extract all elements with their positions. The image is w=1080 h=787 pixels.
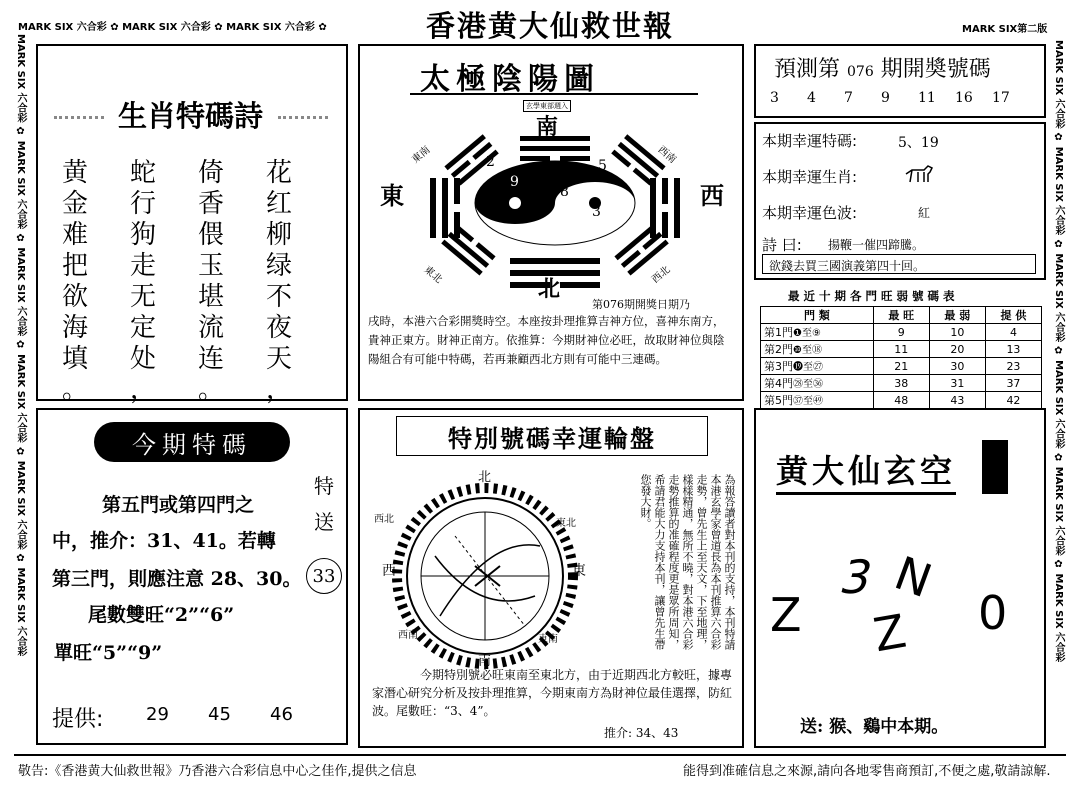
horse-icon	[904, 164, 934, 186]
special-send-number-text: 33	[312, 565, 336, 587]
poem-char: ，	[129, 375, 156, 405]
prediction-title-b: 期開奬號碼	[880, 57, 991, 82]
xuankong-letter-3: N	[887, 545, 939, 609]
poem-panel	[36, 44, 348, 405]
wheel-panel	[358, 408, 744, 748]
poem-char: 。	[61, 375, 88, 405]
table-row	[761, 375, 1042, 392]
poem-column-2	[128, 158, 158, 406]
door-cell	[761, 375, 874, 392]
wheel-east: 東	[572, 563, 586, 579]
wheel-side-text: 為報答讀者對本刊的支持，本刊特請本港玄學家曾道長為本刊推算六合彩走勢，曾先生上至天文，下至地理，樣樣精通，無所不曉，對本港六合彩走勢推算的准確程度更是眾所周知，希請君能大力支持本刊，讓曾先生帶您發大財。	[639, 474, 736, 650]
prediction-number: 4	[807, 90, 816, 106]
taiji-num-f: 3	[592, 204, 601, 220]
poem-column-4	[264, 158, 294, 406]
xuankong-panel	[754, 408, 1046, 748]
table-row	[761, 392, 1042, 409]
ten-period-table	[760, 306, 1042, 409]
special-line4: 尾數雙旺“2”“6”	[88, 604, 235, 626]
poem-char: ，	[265, 375, 292, 405]
right-brand-strip: MARK SIX 六合彩 ✿ MARK SIX 六合彩 ✿ MARK SIX 六合彩 ✿ MARK SIX 六合彩 ✿ MARK SIX 六合彩 ✿ MARK SIX 六合彩	[1053, 40, 1064, 663]
poem-char: 黄	[61, 158, 88, 188]
table-cell-offer: 23	[985, 358, 1041, 375]
table-cell-min: 10	[929, 324, 985, 341]
door-label: 第2門	[764, 343, 793, 356]
wheel-southeast: 東南	[538, 634, 558, 645]
poem-char: 定	[129, 313, 156, 343]
poem-char: 走	[129, 251, 156, 281]
xuankong-letter-2: 3	[834, 550, 879, 604]
special-send-label: 特送	[314, 474, 334, 534]
lucky-color-value: 紅	[918, 206, 931, 220]
wheel-north: 北	[478, 470, 492, 485]
prediction-panel	[754, 44, 1046, 118]
trigram-sw	[441, 224, 495, 275]
poem-char: 无	[129, 282, 156, 312]
door-cell	[761, 392, 874, 409]
special-line2: 中，推介：31、41。若轉	[52, 530, 276, 552]
poem-char: 。	[197, 375, 224, 405]
poem-char: 花	[265, 158, 292, 188]
table-cell-min: 31	[929, 375, 985, 392]
xuankong-letter-1: Z	[770, 588, 802, 642]
door-label: 第4門	[764, 377, 793, 390]
poem-char: 蛇	[129, 158, 156, 188]
taiji-top-label: 玄學東部週入	[523, 100, 571, 112]
poem-char: 红	[265, 189, 292, 219]
table-cell-max: 48	[873, 392, 929, 409]
table-cell-min: 30	[929, 358, 985, 375]
top-right-brand-strip: MARK SIX第二版	[962, 24, 1048, 34]
table-header-row	[761, 307, 1042, 324]
table-header-cell: 最 旺	[873, 307, 929, 324]
xuankong-send: 送: 猴、鷄中本期。	[800, 717, 949, 737]
wheel-northwest: 西北	[374, 514, 394, 525]
xuankong-letter-5: 0	[978, 586, 1008, 640]
yin-yang-icon	[475, 161, 635, 245]
lucky-zodiac-label: 本期幸運生肖:	[762, 168, 858, 186]
prediction-title	[774, 52, 991, 83]
poem-char: 海	[61, 313, 88, 343]
footer-right: 能得到准確信息之來源,請向各地零售商預訂,不便之處,敬請諒解.	[683, 764, 1051, 779]
xuankong-title: 黄大仙玄空	[776, 446, 956, 495]
taiji-paragraph: 戌時，本港六合彩開獎時空。本座按卦理推算吉神方位，喜神东南方，貴神正東方。財神正南方。依推算：今期財神位必旺，故取財神位與陰陽組合有可能中特碼，若再兼顧西北方則有可能中三連碼。	[368, 314, 725, 366]
poem-deco-right	[278, 96, 328, 119]
door-range: ❿至⑱	[793, 345, 822, 356]
special-line5: 單旺“5”“9”	[54, 642, 163, 664]
xuankong-black-block	[982, 440, 1008, 494]
provide-number: 29	[146, 704, 169, 725]
table-cell-max: 9	[873, 324, 929, 341]
taiji-num-c: 9	[510, 174, 519, 190]
prediction-title-a: 預測第	[774, 57, 841, 82]
lucky-poem-line2: 欲錢去買三國演義第四十回。	[769, 259, 926, 273]
taiji-west: 西	[700, 181, 724, 210]
door-label: 第3門	[764, 360, 793, 373]
lucky-special-value: 5、19	[898, 135, 939, 151]
masthead-title: 香港黄大仙救世報	[425, 9, 674, 43]
poem-char: 难	[61, 220, 88, 250]
poem-char: 堪	[197, 282, 224, 312]
wheel-southwest: 西南	[398, 630, 418, 641]
poem-column-1	[60, 158, 90, 406]
table-cell-max: 21	[873, 358, 929, 375]
taiji-label-ne: 東北	[421, 264, 444, 286]
special-send-number	[306, 558, 342, 594]
lucky-poem-label: 詩 曰:	[762, 236, 802, 254]
special-title-pill	[94, 422, 290, 462]
special-title: 今期特碼	[132, 430, 252, 459]
poem-char: 把	[61, 251, 88, 281]
poem-column-3	[196, 158, 226, 406]
table-header-cell: 提 供	[985, 307, 1041, 324]
prediction-number: 9	[881, 90, 890, 106]
prediction-number: 3	[770, 90, 779, 106]
special-line1: 第五門或第四門之	[102, 494, 255, 516]
table-cell-offer: 13	[985, 341, 1041, 358]
door-range: ❶至⑨	[793, 328, 821, 339]
poem-char: 填	[61, 344, 88, 374]
poem-char: 柳	[265, 220, 292, 250]
taiji-num-e: 6	[484, 202, 493, 218]
poem-char: 行	[129, 189, 156, 219]
table-cell-offer: 37	[985, 375, 1041, 392]
table-row	[761, 358, 1042, 375]
prediction-number: 11	[918, 90, 936, 106]
poem-title: 生肖特碼詩	[118, 99, 264, 133]
wheel-south: 南	[478, 654, 492, 669]
table-cell-min: 43	[929, 392, 985, 409]
special-panel	[36, 408, 348, 745]
wheel-title: 特別號碼幸運輪盤	[448, 423, 656, 453]
prediction-number: 17	[992, 90, 1010, 106]
top-brand-strip: MARK SIX 六合彩 ✿ MARK SIX 六合彩 ✿ MARK SIX 六合彩 ✿	[18, 22, 327, 32]
footer-left: 敬告:《香港黄大仙救世報》乃香港六合彩信息中心之佳作,提供之信息	[18, 764, 417, 779]
prediction-number: 7	[844, 90, 853, 106]
ten-period-panel	[760, 286, 1044, 407]
table-header-cell: 最 弱	[929, 307, 985, 324]
lucky-panel	[754, 122, 1046, 280]
poem-char: 香	[197, 189, 224, 219]
special-line3: 第三門，則應注意 28、30。	[52, 568, 302, 590]
door-label: 第1門	[764, 326, 793, 339]
ten-period-title: 最 近 十 期 各 門 旺 弱 號 碼 表	[788, 289, 955, 303]
taiji-issue-line: 第076期開獎日期乃	[592, 298, 690, 311]
provide-number: 46	[270, 704, 293, 725]
poem-char: 狗	[129, 220, 156, 250]
lucky-color-label: 本期幸運色波:	[762, 204, 858, 222]
taiji-north: 北	[538, 276, 561, 302]
wheel-diagram	[380, 476, 590, 676]
poem-char: 玉	[197, 251, 224, 281]
taiji-title: 太極陰陽圖	[420, 62, 600, 97]
prediction-number: 16	[955, 90, 973, 106]
left-brand-strip: MARK SIX 六合彩 ✿ MARK SIX 六合彩 ✿ MARK SIX 六合彩 ✿ MARK SIX 六合彩 ✿ MARK SIX 六合彩 ✿ MARK SIX 六合彩	[15, 34, 26, 657]
prediction-issue: 076	[847, 64, 874, 80]
taiji-num-b: 5	[598, 158, 607, 174]
wheel-paragraph: 今期特別號必旺東南至東北方，由于近期西北方較旺，據專家潛心研究分析及按卦理推算，今期東南方為財神位最佳選擇，防紅波。尾數旺：“3、4”。	[372, 668, 733, 718]
table-header-cell: 門 類	[761, 307, 874, 324]
poem-char: 流	[197, 313, 224, 343]
taiji-east: 東	[380, 181, 404, 210]
footer-rule	[14, 754, 1066, 756]
taiji-label-nw: 西北	[650, 264, 673, 286]
table-cell-offer: 42	[985, 392, 1041, 409]
table-row	[761, 341, 1042, 358]
taiji-label-sw: 西南	[655, 144, 678, 166]
taiji-title-rule	[410, 93, 698, 95]
lucky-poem-line2-box	[762, 254, 1036, 274]
poem-char: 连	[197, 344, 224, 374]
door-range: ㉘至㊱	[793, 379, 823, 390]
poem-char: 绿	[265, 251, 292, 281]
table-cell-offer: 4	[985, 324, 1041, 341]
wheel-west: 西	[382, 563, 396, 579]
lucky-poem-line1: 揚鞭一催四蹄騰。	[828, 238, 925, 252]
taiji-south: 南	[536, 114, 559, 140]
wheel-title-box	[396, 416, 708, 456]
special-provide-label: 提供:	[52, 707, 104, 732]
door-label: 第5門	[764, 394, 793, 407]
poem-deco-left	[54, 96, 104, 119]
poem-char: 金	[61, 189, 88, 219]
door-range: ⓳至㉗	[793, 362, 823, 373]
wheel-recommend: 推介: 34、43	[604, 726, 679, 740]
lucky-special-label: 本期幸運特碼:	[762, 132, 858, 150]
poem-char: 倚	[197, 158, 224, 188]
taiji-panel	[358, 44, 744, 401]
table-cell-max: 38	[873, 375, 929, 392]
door-range: ㊲至㊾	[793, 396, 823, 407]
poem-char: 偎	[197, 220, 224, 250]
door-cell	[761, 341, 874, 358]
xuankong-letter-4: Z	[869, 603, 910, 663]
poem-char: 不	[265, 282, 292, 312]
wheel-northeast: 東北	[556, 518, 576, 529]
poem-char: 欲	[61, 282, 88, 312]
poem-char: 天	[265, 344, 292, 374]
door-cell	[761, 324, 874, 341]
poem-char: 处	[129, 344, 156, 374]
table-cell-max: 11	[873, 341, 929, 358]
taiji-label-se: 東南	[410, 144, 433, 166]
taiji-num-a: 2	[486, 154, 495, 170]
taiji-num-d: 8	[560, 184, 569, 200]
door-cell	[761, 358, 874, 375]
table-cell-min: 20	[929, 341, 985, 358]
provide-number: 45	[208, 704, 231, 725]
table-row	[761, 324, 1042, 341]
poem-char: 夜	[265, 313, 292, 343]
